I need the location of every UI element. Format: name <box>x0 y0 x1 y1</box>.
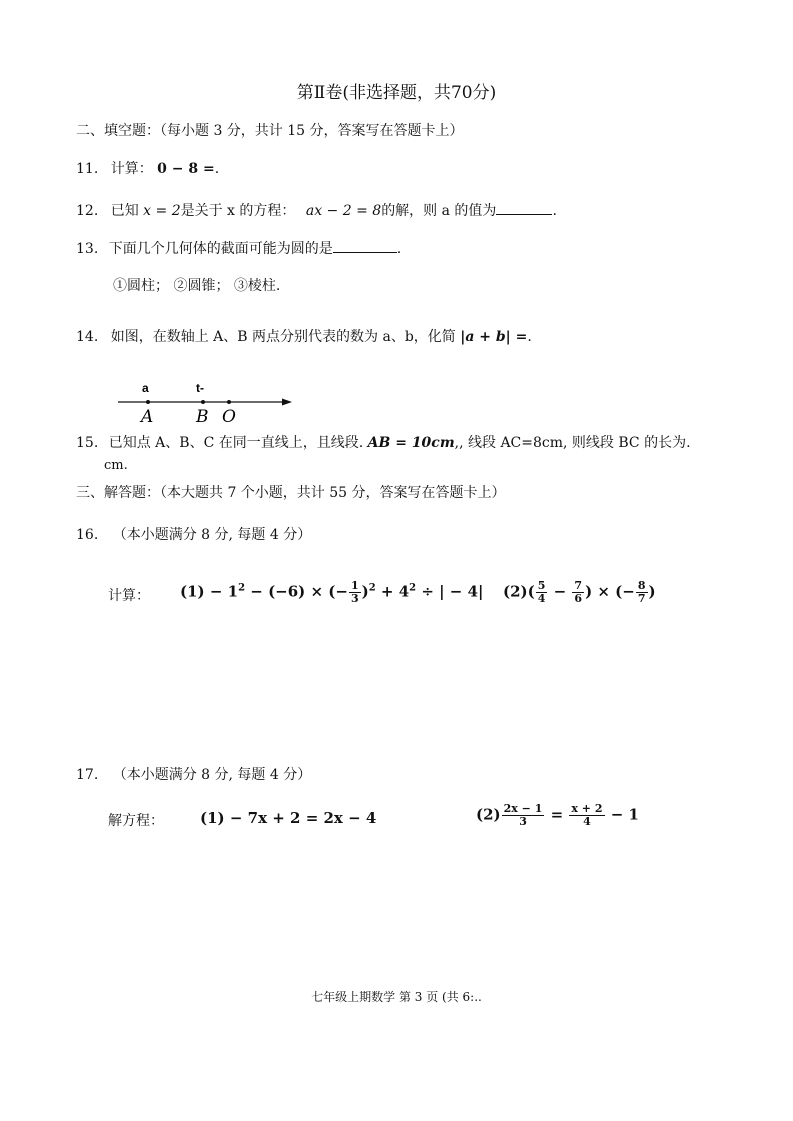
q16-p2-close: ) <box>648 582 656 601</box>
q17-p2-eq: = <box>545 805 569 824</box>
q17-info: （本小题满分 8 分, 每题 4 分） <box>112 767 312 783</box>
q12-t2: 是关于 x 的方程： <box>180 203 296 219</box>
q17-p2-fraction1 <box>502 803 545 828</box>
question-16 <box>76 524 311 544</box>
q12-math1: x = 2 <box>143 203 181 219</box>
q16-p1-exp3: 2 <box>409 582 417 594</box>
q16-p2-fraction1 <box>536 580 548 605</box>
label-a: a <box>142 381 149 395</box>
label-b: t- <box>196 381 204 395</box>
q15-line2: cm. <box>104 458 128 473</box>
question-11 <box>76 158 219 178</box>
q15-t1: 已知点 A、B、C 在同一直线上，且线段. <box>108 435 364 451</box>
q16-part1 <box>180 580 484 605</box>
q16-part2 <box>503 580 656 605</box>
q16-p2-den1: 4 <box>537 592 546 605</box>
point-b-dot <box>201 400 205 404</box>
q16-label: 计算： <box>108 588 150 604</box>
q15-t2: ,, 线段 AC=8cm, 则线段 BC 的长为 <box>454 435 687 451</box>
q17-label: 解方程： <box>108 813 164 829</box>
q16-p1-exp1: 2 <box>238 582 246 594</box>
q16-p1-tail: + 4 <box>375 582 410 601</box>
q17-part1: (1) − 7x + 2 = 2x − 4 <box>200 809 377 827</box>
q13-text: 下面几个几何体的截面可能为圆的是 <box>108 241 333 257</box>
q15-math1: AB = 10cm <box>367 435 455 451</box>
q11-text: 计算： <box>110 161 153 177</box>
q17-p2-num2: x + 2 <box>571 802 603 815</box>
q14-text: 如图，在数轴上 A、B 两点分别代表的数为 a、b，化简 <box>110 329 456 345</box>
question-17 <box>76 764 311 784</box>
section3-heading: 三、解答题：（本大题共 7 个小题，共计 55 分，答案写在答题卡上） <box>76 485 506 501</box>
q13-number: 13. <box>76 241 99 257</box>
q16-info: （本小题满分 8 分, 每题 4 分） <box>112 527 312 543</box>
q16-p2-mid: ) × (− <box>585 582 635 601</box>
q16-p1-num: 1 <box>350 579 359 592</box>
q13-end: . <box>396 241 402 257</box>
point-a-dot <box>146 400 150 404</box>
q11-expr: 0 − 8 = <box>157 161 215 177</box>
question-13 <box>76 238 401 258</box>
q16-p1-lead: (1) − 1 <box>180 582 239 601</box>
q12-answer-blank[interactable] <box>496 200 552 215</box>
q17-p2-den1: 3 <box>519 815 527 828</box>
q16-p2-fraction2 <box>572 580 584 605</box>
q16-p2-den2: 6 <box>574 592 583 605</box>
q16-p1-exp2: 2 <box>368 582 376 594</box>
q17-number: 17. <box>76 767 99 783</box>
question-12 <box>76 200 557 220</box>
q16-p1-end: ÷ | − 4| <box>416 582 484 601</box>
q12-end: . <box>552 203 557 219</box>
point-o-dot <box>227 400 231 404</box>
q15-number: 15. <box>76 435 99 451</box>
q15-end: . <box>686 435 691 451</box>
q14-number: 14. <box>76 329 99 345</box>
q16-p2-minus: − <box>548 582 572 601</box>
point-o-label: O <box>222 407 236 427</box>
q16-p1-mid: − (−6) × (− <box>245 582 348 601</box>
page-footer: 七年级上期数学 第 3 页 (共 6:.. <box>311 990 482 1004</box>
q12-t1: 已知 <box>110 203 139 219</box>
q14-end: . <box>527 329 532 345</box>
q14-expr: |a + b| = <box>460 329 528 345</box>
q11-end: . <box>214 161 220 177</box>
q16-p2-lead: (2)( <box>503 582 535 601</box>
q16-p1-den: 3 <box>350 592 359 605</box>
q16-p1-close: ) <box>361 582 369 601</box>
point-a-label: A <box>141 407 154 427</box>
q16-p2-num3: 8 <box>637 579 646 592</box>
q16-p2-num2: 7 <box>574 579 583 592</box>
q16-p2-den3: 7 <box>637 592 646 605</box>
q17-p2-num1: 2x − 1 <box>503 802 543 815</box>
number-line-figure <box>110 376 300 428</box>
q17-p2-lead: (2) <box>476 805 501 824</box>
page-title: 第Ⅱ卷(非选择题，共70分) <box>296 83 497 103</box>
question-15 <box>76 432 691 452</box>
q13-options: ①圆柱； ②圆锥； ③棱柱. <box>113 278 281 294</box>
q16-p2-num1: 5 <box>537 579 546 592</box>
q17-p2-den2: 4 <box>583 815 591 828</box>
question-14 <box>76 326 532 346</box>
q16-p1-fraction <box>349 580 361 605</box>
section2-heading: 二、填空题：（每小题 3 分，共计 15 分，答案写在答题卡上） <box>76 123 464 139</box>
q17-part2 <box>476 803 639 828</box>
q12-number: 12. <box>76 203 99 219</box>
q16-p2-fraction3 <box>636 580 648 605</box>
q17-p2-fraction2 <box>569 803 604 828</box>
point-b-label: B <box>196 407 209 427</box>
q12-math2: ax − 2 = 8 <box>305 203 382 219</box>
q16-number: 16. <box>76 527 99 543</box>
q17-p2-tail: − 1 <box>605 805 639 824</box>
q13-answer-blank[interactable] <box>333 238 397 253</box>
q11-number: 11. <box>76 161 99 177</box>
number-line-arrow-icon <box>282 399 292 406</box>
q12-t3: 的解，则 a 的值为 <box>381 203 497 219</box>
